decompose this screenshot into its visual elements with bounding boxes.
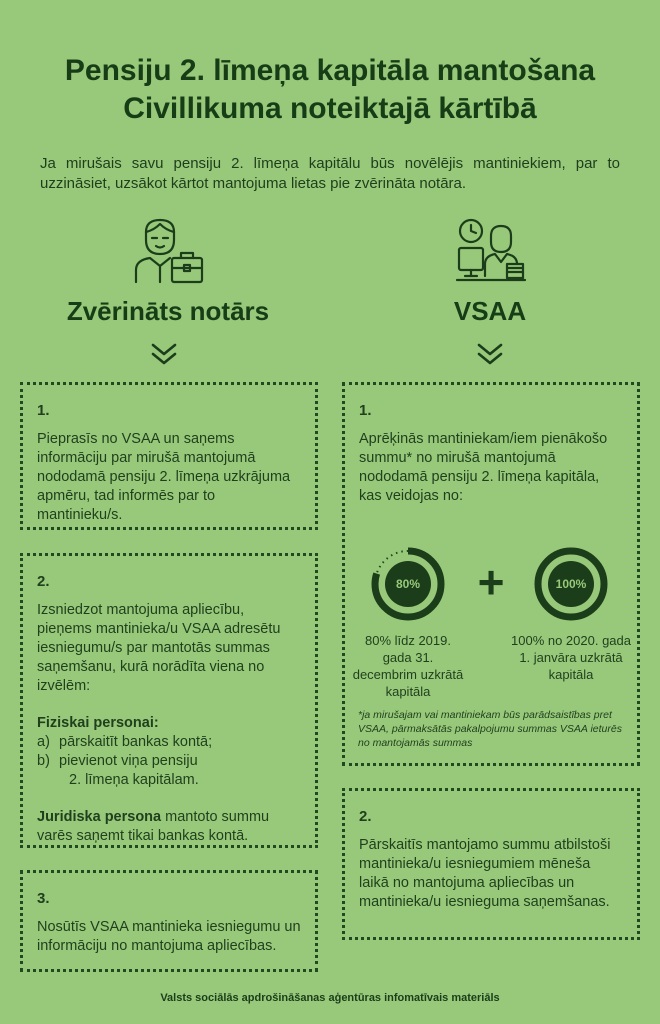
step-number: 2. xyxy=(37,573,50,590)
option-b xyxy=(37,752,301,771)
notary-step-1 xyxy=(20,382,318,530)
chevron-down-icon xyxy=(150,342,178,366)
option-a-letter: a) xyxy=(37,734,50,750)
legal-entity-note xyxy=(37,808,301,846)
legal-entity-label: Juridiska persona xyxy=(37,809,162,825)
clerk-desk-clock-icon xyxy=(455,218,527,286)
circle-100-caption: 100% no 2020. gada 1. janvāra uzkrātā kapitāla xyxy=(511,633,631,682)
circle-80-caption: 80% līdz 2019. gada 31. decembrim uzkrātā kapitāla xyxy=(352,633,464,699)
circle-100 xyxy=(533,546,609,627)
notary-step-2 xyxy=(20,553,318,848)
option-b-letter: b) xyxy=(37,753,50,769)
progress-ring-80 xyxy=(370,546,446,622)
plus-sign: + xyxy=(477,556,505,608)
progress-ring-100 xyxy=(533,546,609,622)
footer-note: Valsts sociālās apdrošināšanas aģentūras infomatīvais materiāls xyxy=(160,992,500,1004)
step-text: Aprēķinās mantiniekam/iem pienākošo summu* no mirušā mantojumā nododamā pensiju 2. līmeņa kapitāla, kas veidojas no: xyxy=(359,431,608,504)
option-b-text-2: 2. līmeņa kapitālam. xyxy=(69,772,199,788)
step-text: Pieprasīs no VSAA un saņems informāciju par mirušā mantojumā nododamā pensiju 2. līmeņa uzkrājuma apmēru, tad informēs par to mantinieku/s. xyxy=(37,431,291,523)
circle-100-label: 100% xyxy=(555,577,587,591)
step-number: 1. xyxy=(359,402,372,419)
step-text: Nosūtīs VSAA mantinieka iesniegumu un informāciju no mantojuma apliecības. xyxy=(37,919,301,954)
option-a-text: pārskaitīt bankas kontā; xyxy=(59,734,213,750)
page-title xyxy=(0,52,660,128)
notary-briefcase-icon xyxy=(132,218,208,286)
right-heading: VSAA xyxy=(453,296,527,326)
natural-person-label: Fiziskai personai: xyxy=(37,715,159,731)
step-number: 2. xyxy=(359,808,372,825)
vsaa-step-2 xyxy=(342,788,640,940)
notary-step-3 xyxy=(20,870,318,972)
circle-80-label: 80% xyxy=(395,577,421,591)
step-text: Pārskaitīs mantojamo summu atbilstoši mantinieka/u iesniegumiem mēneša laikā no mantojuma apliecības un mantinieka/u iesnieguma saņemšanas. xyxy=(359,837,611,910)
option-b-cont xyxy=(37,771,301,790)
circle-80 xyxy=(370,546,446,627)
footnote: *ja mirušajam vai mantiniekam būs parādsaistības pret VSAA, pārmaksātās pakalpojumu summas VSAA ieturēs no mantojamās summas xyxy=(358,709,622,749)
title-line-1: Pensiju 2. līmeņa kapitāla mantošana xyxy=(64,54,596,87)
intro-paragraph: Ja mirušais savu pensiju 2. līmeņa kapitālu būs novēlējis mantiniekiem, par to uzzināsiet, uzsākot kārtot mantojuma lietas pie zvērināta notāra. xyxy=(40,155,620,192)
legal-entity-text: mantoto summu varēs saņemt tikai bankas kontā. xyxy=(37,809,270,844)
option-a xyxy=(37,733,301,752)
step-number: 1. xyxy=(37,402,50,419)
chevron-down-icon xyxy=(476,342,504,366)
option-b-text: pievienot viņa pensiju xyxy=(59,753,198,769)
step-number: 3. xyxy=(37,890,50,907)
step-text: Izsniedzot mantojuma apliecību, pieņems mantinieka/u VSAA adresētu iesniegumu/s par mantotās summas saņemšanu, kurā norādīta viena no izvēlēm: xyxy=(37,602,281,694)
title-line-2: Civillikuma noteiktajā kārtībā xyxy=(123,92,537,125)
left-heading: Zvērināts notārs xyxy=(66,296,270,326)
